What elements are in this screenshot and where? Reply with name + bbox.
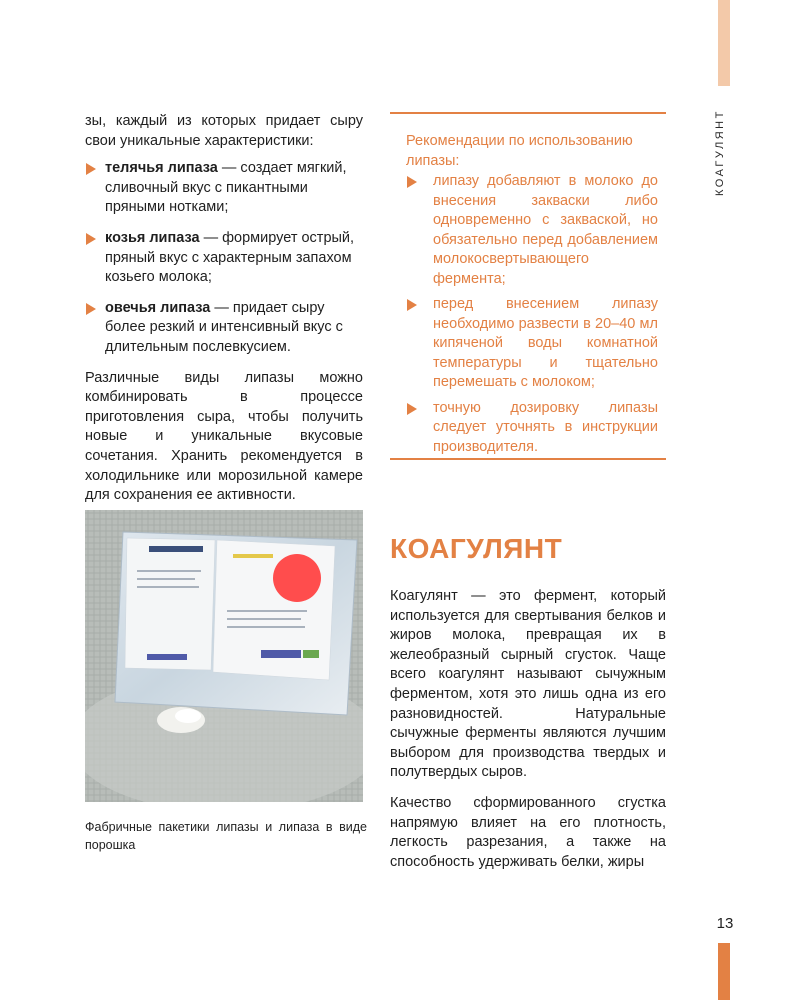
list-item-text: — создает мягкий, сливочный вкус с пикантными пряными нотками;	[105, 160, 347, 216]
chapter-side-label: КОАГУЛЯНТ	[714, 109, 726, 196]
arrow-bullet-icon	[407, 403, 417, 415]
intro-text: зы, каждый из которых придает сыру свои уникальные характеристики:	[85, 113, 363, 149]
arrow-bullet-icon	[86, 303, 96, 315]
arrow-bullet-icon	[86, 233, 96, 245]
left-column	[85, 112, 363, 506]
arrow-bullet-icon	[86, 163, 96, 175]
list-item	[406, 399, 658, 458]
lipase-packets-photo	[85, 510, 363, 802]
sidebar-accent-bar-top	[718, 0, 730, 86]
section-heading: КОАГУЛЯНТ	[390, 533, 563, 564]
list-item	[85, 299, 363, 358]
list-item-term: телячья липаза	[105, 160, 218, 177]
list-item	[406, 172, 658, 289]
list-item-text: — придает сыру более резкий и интенсивный вкус с длительным послевкусием.	[105, 299, 343, 355]
list-item	[406, 295, 658, 393]
lipase-types-list	[85, 159, 363, 357]
body-paragraph: Коагулянт — это фермент, который используется для свертывания белков и жиров молока, превращая их в желеобразный сырный сгусток. Чаще всего коагулянт называют сычужным ферментом, хотя это лишь одна из его разновидностей. Натуральные сычужные ферменты являются лучшим выбором для производства твердых и полутвердых сыров.	[390, 588, 666, 781]
arrow-bullet-icon	[407, 299, 417, 311]
recommendations-title: Рекомендации по использованию липазы:	[406, 133, 633, 169]
right-column	[390, 587, 666, 883]
list-item	[85, 159, 363, 218]
list-item-text: точную дозировку липазы следует уточнять в инструкции производителя.	[433, 399, 658, 455]
list-item-term: овечья липаза	[105, 299, 211, 316]
sidebar-accent-bar-bottom	[718, 943, 730, 1000]
page-number: 13	[716, 915, 734, 932]
photo-caption: Фабричные пакетики липазы и липаза в виде порошка	[85, 820, 367, 852]
photo-illustration	[85, 510, 363, 802]
body-paragraph: Качество сформированного сгустка напрямую влияет на его плотность, легкость разрезания, а также на способность удерживать белки, жиры	[390, 794, 666, 870]
body-paragraph: Различные виды липазы можно комбинировать в процессе приготовления сыра, чтобы получить новые и уникальные вкусовые сочетания. Хранить рекомендуется в холодильнике или морозильной камере для сохранения ее активности.	[85, 369, 363, 504]
list-item-text: липазу добавляют в молоко до внесения закваски либо одновременно с закваской, но обязательно перед добавлением молокосвертывающего фермента;	[433, 173, 658, 287]
list-item	[85, 229, 363, 288]
recommendations-list	[406, 172, 658, 463]
recommendations-box	[390, 112, 666, 460]
list-item-text: перед внесением липазу необходимо развести в 20–40 мл кипяченой воды комнатной температуры и тщательно перемешать с молоком;	[433, 296, 658, 390]
list-item-text: — формирует острый, пряный вкус с характерным запахом козьего молока;	[105, 229, 355, 286]
arrow-bullet-icon	[407, 176, 417, 188]
list-item-term: козья липаза	[105, 229, 200, 246]
